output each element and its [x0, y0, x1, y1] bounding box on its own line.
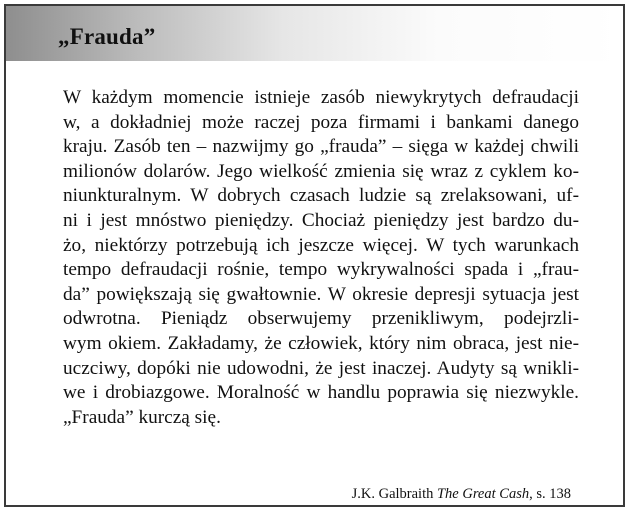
- paragraph-line: wym okiem. Zakładamy, że człowiek, który nim obraca, jest nie-: [63, 332, 579, 354]
- paragraph-line: tempo defraudacji rośnie, tempo wykrywalności spada i „frau-: [63, 259, 579, 281]
- paragraph-line: W każdym momencie istnieje zasób niewykrytych defraudacji: [63, 87, 579, 108]
- paragraph-line: da” powiększają się gwałtownie. W okresie depresji sytuacja jest: [63, 283, 579, 305]
- paragraph-line: w, a dokładniej może raczej poza firmami i bankami danego: [63, 111, 579, 133]
- citation: [352, 486, 571, 503]
- paragraph-line: kraju. Zasób ten – nazwijmy go „frauda” – sięga w każdej chwili: [63, 136, 579, 158]
- paragraph-line: „Frauda” kurczą się.: [63, 406, 221, 428]
- box-title: „Frauda”: [58, 24, 156, 49]
- paragraph-line: żo, niektórzy potrzebują ich jeszcze więcej. W tych warunkach: [63, 234, 579, 256]
- paragraph-line: odwrotna. Pieniądz obserwujemy przenikliwym, podejrzli-: [63, 308, 579, 330]
- quote-paragraph: [63, 86, 579, 430]
- citation-author: J.K. Galbraith: [351, 486, 437, 502]
- quote-box: [4, 4, 625, 507]
- header-band: [6, 6, 623, 61]
- paragraph-line: we i drobiazgowe. Moralność w handlu poprawia się niezwykle.: [63, 382, 579, 404]
- paragraph-line: ni i jest mnóstwo pieniędzy. Chociaż pieniędzy jest bardzo du-: [63, 209, 579, 231]
- paragraph-line: milionów dolarów. Jego wielkość zmienia się wraz z cyklem ko-: [63, 160, 579, 182]
- paragraph-line: uczciwy, dopóki nie udowodni, że jest inaczej. Audyty są wnikli-: [63, 357, 579, 379]
- paragraph-line: niunkturalnym. W dobrych czasach ludzie są zrelaksowani, uf-: [63, 185, 579, 207]
- citation-work: The Great Cash: [436, 486, 530, 502]
- citation-page: , s. 138: [529, 486, 571, 502]
